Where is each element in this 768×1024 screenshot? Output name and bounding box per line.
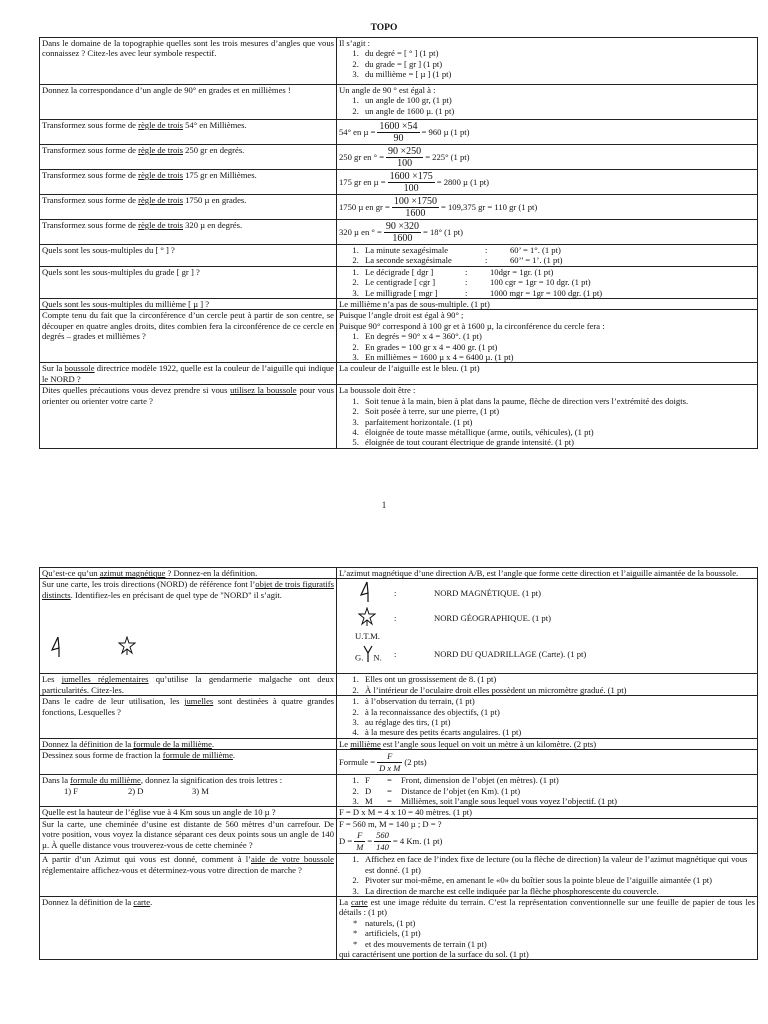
- answer-list: [339, 331, 755, 362]
- table-row: [40, 38, 758, 85]
- table-row: [40, 696, 758, 739]
- star-icon: [358, 607, 376, 627]
- qa-table-page-1: [39, 37, 758, 449]
- answer-cell: La couleur de l’aiguille est le bleu. (1 pt): [337, 363, 758, 385]
- table-row: [40, 750, 758, 775]
- answer-cell: 54° en µ = $\frac{1600 \times 54}{90}$ = 960 µ (1 pt): [337, 120, 758, 145]
- question-cell: Les jumelles réglementaires qu’utilise la gendarmerie malgache ont deux particularités. Citez-les.: [40, 674, 337, 696]
- table-row: [40, 775, 758, 807]
- answer-list: [339, 245, 755, 266]
- table-row: [40, 120, 758, 145]
- table-row: [40, 145, 758, 170]
- list-item: 1. Elles ont un grossissement de 8. (1 pt): [361, 674, 755, 684]
- list-item: 3. du millième = [ µ ] (1 pt): [361, 69, 755, 79]
- question-cell: Transformez sous forme de règle de trois 250 gr en degrés.: [40, 145, 337, 170]
- table-row: [40, 568, 758, 579]
- list-item: : NORD MAGNÉTIQUE. (1 pt): [339, 581, 755, 605]
- question-cell: Dans le cadre de leur utilisation, les jumelles sont destinées à quatre grandes fonctions, Lesquelles ?: [40, 696, 337, 739]
- question-cell: Donnez la correspondance d’un angle de 90° en grades et en millièmes !: [40, 85, 337, 120]
- list-item: 1. La minute sexagésimale : 60’ = 1°. (1 pt): [361, 245, 755, 255]
- list-item: 1. du degré = [ ° ] (1 pt): [361, 48, 755, 58]
- list-item: G. N. : NORD DU QUADRILLAGE (Carte). (1 pt): [339, 641, 755, 667]
- table-row: [40, 579, 758, 674]
- answer-list: [339, 775, 755, 806]
- question-cell: Quels sont les sous-multiples du grade [ gr ] ?: [40, 266, 337, 298]
- answer-intro: Puisque 90° correspond à 100 gr et à 1600 µ, la circonférence du cercle fera :: [339, 320, 605, 331]
- list-item: 2. En grades = 100 gr x 4 = 400 gr. (1 pt): [361, 342, 755, 352]
- question-cell: Dans la formule du millième, donnez la signification des trois lettres : 1) F 2) D 3) M: [40, 775, 337, 807]
- question-cell: Transformez sous forme de règle de trois 175 gr en Millièmes.: [40, 170, 337, 195]
- list-item: * et des mouvements de terrain (1 pt): [365, 939, 755, 949]
- answer-cell: [337, 775, 758, 807]
- list-item: * artificiels, (1 pt): [365, 928, 755, 938]
- qa-table-page-2: [39, 567, 758, 960]
- fraction: $\frac{90 \times 250}{100}$: [388, 145, 422, 169]
- answer-cell: [337, 85, 758, 120]
- question-cell: Quels sont les sous-multiples du [ ° ] ?: [40, 245, 337, 267]
- list-item: 1. F = Front, dimension de l’objet (en mètres). (1 pt): [361, 775, 755, 785]
- answer-cell: Formule = $\frac{F}{\text{D x M}}$ (2 pts): [337, 750, 758, 775]
- list-item: 2. La seconde sexagésimale : 60’’ = 1’. (1 pt): [361, 255, 755, 265]
- answer-cell: 175 gr en µ = $\frac{1600 \times 175}{100}$ = 2800 µ (1 pt): [337, 170, 758, 195]
- question-cell: Donnez la définition de la carte.: [40, 896, 337, 959]
- question-cell: Sur la boussole directrice modèle 1922, quelle est la couleur de l’aiguille qui indique le NORD ?: [40, 363, 337, 385]
- answer-cell: La carte est une image réduite du terrain. C’est la représentation conventionnelle sur une feuille de papier de tous les détails : (1 pt) * naturels, (1 pt) * artificiels, (1 pt) * et des mouvements de terrain (1 pt) qui caractérisent une portion de la surface du sol. (1 pt): [337, 896, 758, 959]
- answer-cell: Le millième n’a pas de sous-multiple. (1 pt): [337, 299, 758, 310]
- question-cell: Transformez sous forme de règle de trois 1750 µ en grades.: [40, 195, 337, 220]
- question-cell: Sur une carte, les trois directions (NORD) de référence font l’objet de trois figuratifs distincts. Identifiez-les en précisant de quel type de "NORD" il s’agit.: [40, 579, 337, 674]
- list-item: 1. Le décigrade [ dgr ] : 10dgr = 1gr. (1 pt): [361, 267, 755, 277]
- answer-cell: [337, 579, 758, 674]
- utm-label: U.T.M.: [355, 631, 380, 642]
- table-row: [40, 363, 758, 385]
- list-item: * naturels, (1 pt): [365, 918, 755, 928]
- list-item: 2. à la reconnaissance des objectifs, (1 pt): [361, 707, 755, 717]
- fraction: $\frac{1600 \times 175}{100}$: [389, 170, 433, 194]
- answer-intro: Puisque l’angle droit est égal à 90° ;: [339, 310, 464, 321]
- list-item: 3. parfaitement horizontale. (1 pt): [361, 417, 755, 427]
- list-item: 5. éloignée de tout courant électrique de grande intensité. (1 pt): [361, 437, 755, 447]
- table-row: [40, 854, 758, 897]
- answer-cell: [337, 696, 758, 739]
- question-cell: Quelle est la hauteur de l’église vue à 4 Km sous un angle de 10 µ ?: [40, 807, 337, 818]
- table-row: [40, 310, 758, 363]
- list-item: 4. éloignée de toute masse métallique (arme, outils, véhicules), (1 pt): [361, 427, 755, 437]
- fraction: $\frac{F}{M}$: [356, 829, 364, 852]
- answer-list: [339, 918, 755, 949]
- question-cell: Quels sont les sous-multiples du millième [ µ ] ?: [40, 299, 337, 310]
- list-item: 1. à l’observation du terrain, (1 pt): [361, 696, 755, 706]
- list-item: 3. En millièmes = 1600 µ x 4 = 6400 µ. (1 pt): [361, 352, 755, 362]
- list-item: 3. M = Millièmes, soit l’angle sous lequel vous voyez l’objectif. (1 pt): [361, 796, 755, 806]
- answer-cell: L’azimut magnétique d’une direction A/B, est l’angle que forme cette direction et l’aiguille aimantée de la boussole.: [337, 568, 758, 579]
- list-item: 4. à la mesure des petits écarts angulaires. (1 pt): [361, 727, 755, 737]
- answer-list: [339, 396, 755, 448]
- grid-north-icon: [363, 645, 373, 663]
- table-row: [40, 807, 758, 818]
- answer-intro: La boussole doit être :: [339, 385, 416, 396]
- answer-list: [339, 267, 755, 298]
- answer-cell: [337, 38, 758, 85]
- table-row: [40, 674, 758, 696]
- list-item: 2. D = Distance de l’objet (en Km). (1 pt): [361, 786, 755, 796]
- list-item: 1. un angle de 100 gr, (1 pt): [361, 95, 755, 105]
- answer-cell: [337, 310, 758, 363]
- fraction: $\frac{560}{140}$: [376, 829, 389, 852]
- table-row: [40, 195, 758, 220]
- answer-intro: Un angle de 90 ° est égal à :: [339, 85, 436, 95]
- page-title: TOPO: [370, 23, 398, 33]
- list-item: : NORD GÉOGRAPHIQUE. (1 pt): [339, 605, 755, 631]
- list-item: 1. Affichez en face de l’index fixe de lecture (ou la flèche de direction) la valeur de l’azimut magnétique qui vous est donné. (1 pt): [361, 854, 755, 875]
- table-row: [40, 85, 758, 120]
- question-cell: Transformez sous forme de règle de trois 320 µ en degrés.: [40, 220, 337, 245]
- list-item: 3. au réglage des tirs, (1 pt): [361, 717, 755, 727]
- list-item: 1. Soit tenue à la main, bien à plat dans la paume, flèche de direction vers l’extrémité des doigts.: [361, 396, 755, 406]
- magnetic-north-symbol: [50, 636, 66, 658]
- question-cell: Dans le domaine de la topographie quelles sont les trois mesures d’angles que vous connaissez ? Citez-les avec leur symbole respectif.: [40, 38, 337, 85]
- answer-intro: Il s’agit :: [339, 38, 371, 48]
- answer-cell: 250 gr en ° = $\frac{90 \times 250}{100}$ = 225° (1 pt): [337, 145, 758, 170]
- table-row: [40, 299, 758, 310]
- list-item: 2. un angle de 1600 µ. (1 pt): [361, 106, 755, 116]
- answer-cell: [337, 385, 758, 448]
- list-item: 2. À l’intérieur de l’oculaire droit elles possèdent un micromètre gradué. (1 pt): [361, 685, 755, 695]
- answer-intro: F = 560 m, M = 140 µ ; D = ?: [339, 818, 442, 829]
- answer-cell: [337, 266, 758, 298]
- question-cell: Donnez la définition de la formule de la millième.: [40, 738, 337, 749]
- answer-list: [339, 854, 755, 896]
- question-cell: Dites quelles précautions vous devez prendre si vous utilisez la boussole pour vous orienter ou orienter votre carte ?: [40, 385, 337, 448]
- question-cell: Dessinez sous forme de fraction la formule de millième.: [40, 750, 337, 775]
- fraction: $\frac{100 \times 1750}{1600}$: [393, 195, 437, 219]
- geographic-north-star-symbol: [118, 636, 136, 656]
- answer-cell: [337, 674, 758, 696]
- answer-cell: F = 560 m, M = 140 µ ; D = ? D = $\frac{F}{M}$ = $\frac{560}{140}$ = 4 Km. (1 pt): [337, 818, 758, 853]
- page-number: 1: [381, 500, 387, 510]
- list-item: 3. La direction de marche est celle indiquée par la flèche phosphorescente du couvercle.: [361, 886, 755, 896]
- answer-list: [339, 674, 755, 695]
- table-row: [40, 896, 758, 959]
- fraction: $\frac{1600 \times 54}{90}$: [379, 120, 418, 144]
- answer-cell: [337, 854, 758, 897]
- fraction: $\frac{F}{\text{D x M}}$: [379, 750, 401, 773]
- list-item: 3. Le milligrade [ mgr ] : 1000 mgr = 1gr = 100 dgr. (1 pt): [361, 288, 755, 298]
- question-cell: Compte tenu du fait que la circonférence d’un cercle peut à partir de son centre, se découper en quatre angles droits, dites combien fera la circonférence de ce cercle en degrés – grades et millièmes ?: [40, 310, 337, 363]
- answer-cell: 1750 µ en gr = $\frac{100 \times 1750}{1600}$ = 109,375 gr = 110 gr (1 pt): [337, 195, 758, 220]
- magnetic-north-icon: [359, 581, 375, 603]
- list-item: 2. Soit posée à terre, sur une pierre, (1 pt): [361, 406, 755, 416]
- table-row: [40, 170, 758, 195]
- question-cell: Sur la carte, une cheminée d’usine est distante de 560 mètres d’un carrefour. De votre position, vous voyez la distance séparant ces deux points sous un angle de 140 µ. À quelle distance vous trouverez-vous de cette cheminée ?: [40, 818, 337, 853]
- question-cell: Transformez sous forme de règle de trois 54° en Millièmes.: [40, 120, 337, 145]
- table-row: [40, 245, 758, 267]
- table-row: [40, 266, 758, 298]
- list-item: 2. Le centigrade [ cgr ] : 100 cgr = 1gr = 10 dgr. (1 pt): [361, 277, 755, 287]
- list-item: 2. Pivoter sur moi-même, en amenant le «0» du boîtier sous la pointe bleue de l’aiguille aimantée (1 pt): [361, 875, 755, 885]
- list-item: 1. En degrés = 90° x 4 = 360°. (1 pt): [361, 331, 755, 341]
- answer-list: [339, 696, 755, 738]
- answer-list: [339, 95, 755, 116]
- fraction: $\frac{90 \times 320}{1600}$: [385, 220, 419, 244]
- question-cell: A partir d’un Azimut qui vous est donné, comment à l’aide de votre boussole réglementaire affichez-vous et déterminez-vous votre direction de marche ?: [40, 854, 337, 897]
- answer-end: qui caractérisent une portion de la surface du sol. (1 pt): [339, 948, 529, 959]
- answer-cell: [337, 245, 758, 267]
- answer-cell: 320 µ en ° = $\frac{90 \times 320}{1600}$ = 18° (1 pt): [337, 220, 758, 245]
- table-row: [40, 385, 758, 448]
- table-row: [40, 220, 758, 245]
- answer-cell: Le millième est l’angle sous lequel on voit un mètre à un kilomètre. (2 pts): [337, 738, 758, 749]
- table-row: [40, 818, 758, 853]
- list-item: 2. du grade = [ gr ] (1 pt): [361, 59, 755, 69]
- answer-list: [339, 48, 755, 79]
- answer-cell: F = D x M = 4 x 10 = 40 mètres. (1 pt): [337, 807, 758, 818]
- table-row: [40, 738, 758, 749]
- question-cell: Qu’est-ce qu’un azimut magnétique ? Donnez-en la définition.: [40, 568, 337, 579]
